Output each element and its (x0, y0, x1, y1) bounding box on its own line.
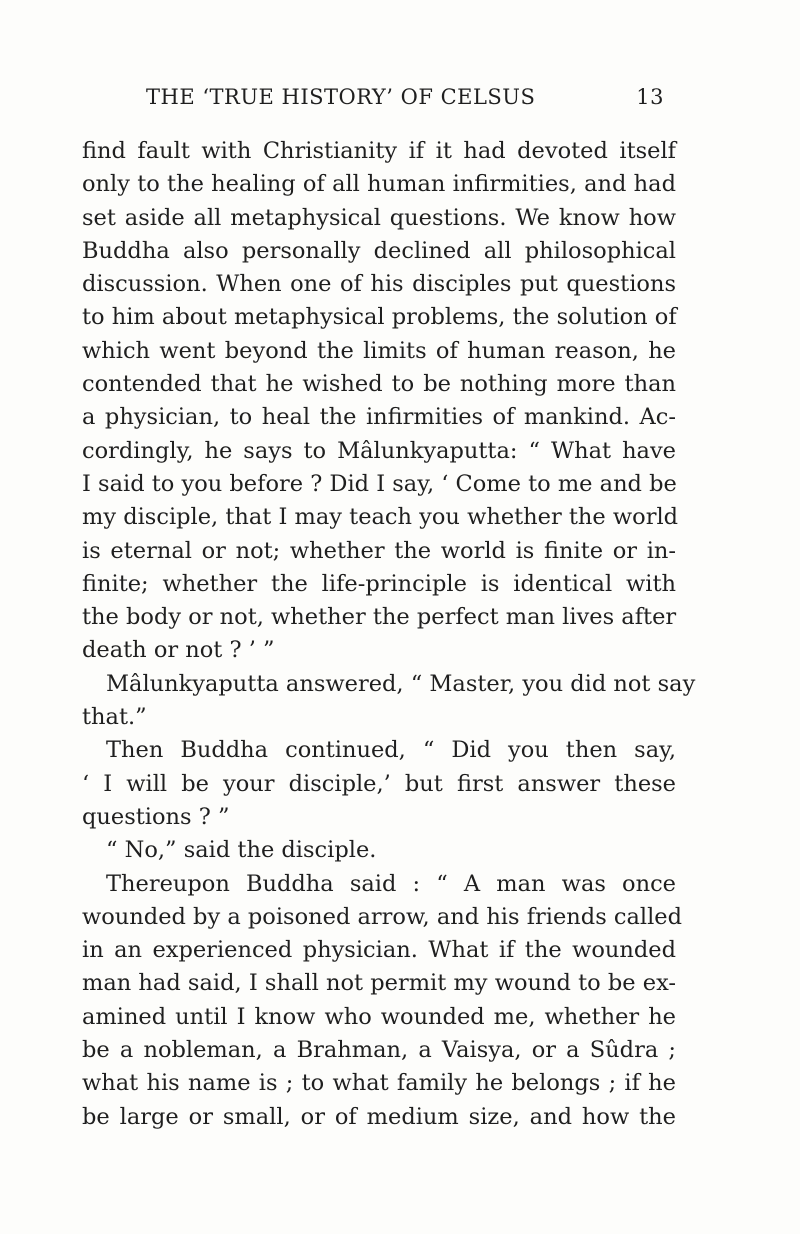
text-line: only to the healing of all human infirmities, and had (82, 171, 676, 198)
running-head (146, 82, 664, 112)
text-line: man had said, I shall not permit my wound to be ex- (82, 970, 676, 997)
text-line: Buddha also personally declined all philosophical (82, 237, 676, 264)
text-line: Then Buddha continued, “ Did you then say, (106, 737, 676, 764)
page-number: 13 (636, 85, 664, 109)
text-line: that.” (82, 704, 147, 731)
text-line: contended that he wished to be nothing more than (82, 371, 676, 398)
text-line: set aside all metaphysical questions. We know how (82, 204, 676, 231)
text-line: finite; whether the life-principle is identical with (82, 570, 676, 597)
text-line: ‘ I will be your disciple,’ but first answer these (82, 770, 676, 797)
text-line: is eternal or not; whether the world is finite or in- (82, 537, 676, 564)
text-line: death or not ? ’ ” (82, 637, 275, 664)
text-line: in an experienced physician. What if the wounded (82, 937, 676, 964)
text-line: what his name is ; to what family he belongs ; if he (82, 1070, 676, 1097)
text-line: which went beyond the limits of human reason, he (82, 337, 676, 364)
text-line: questions ? ” (82, 803, 230, 830)
running-title: THE ‘TRUE HISTORY’ OF CELSUS (146, 85, 536, 109)
text-line: the body or not, whether the perfect man lives after (82, 604, 677, 631)
text-line: find fault with Christianity if it had devoted itself (82, 138, 676, 164)
text-line: Thereupon Buddha said : “ A man was once (106, 870, 676, 897)
text-line: “ No,” said the disciple. (106, 837, 377, 864)
text-line: be large or small, or of medium size, and how the (82, 1103, 676, 1130)
text-line: discussion. When one of his disciples put questions (82, 271, 676, 298)
text-line: cordingly, he says to Mâlunkyaputta: “ What have (82, 437, 676, 464)
text-line: Mâlunkyaputta answered, “ Master, you did not say (106, 670, 696, 697)
text-line: my disciple, that I may teach you whether the world (82, 504, 679, 531)
text-line: I said to you before ? Did I say, ‘ Come to me and be (82, 470, 677, 497)
body-text (82, 135, 696, 1134)
text-line: to him about metaphysical problems, the solution of (82, 304, 677, 331)
text-line: amined until I know who wounded me, whether he (82, 1003, 676, 1030)
text-line: a physician, to heal the infirmities of mankind. Ac- (82, 404, 676, 431)
text-line: wounded by a poisoned arrow, and his friends called (82, 903, 683, 930)
text-line: be a nobleman, a Brahman, a Vaisya, or a Sûdra ; (82, 1037, 676, 1064)
